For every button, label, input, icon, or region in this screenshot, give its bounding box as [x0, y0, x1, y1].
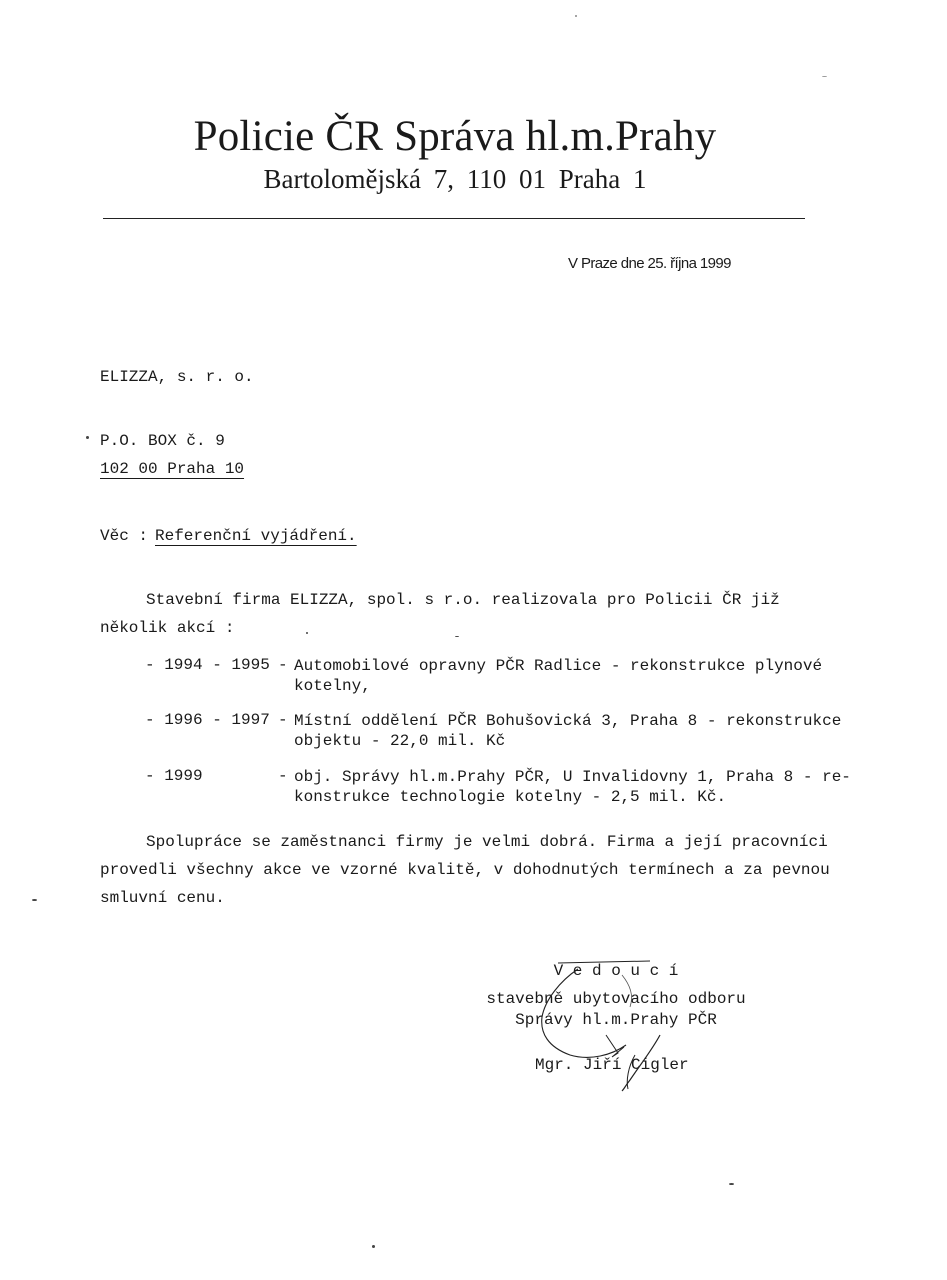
letterhead-address: Bartolomějská 7, 110 01 Praha 1: [263, 164, 647, 194]
project-line-1: Automobilové opravny PČR Radlice - rekonstrukce plynové: [294, 657, 823, 675]
letterhead-divider: [103, 218, 805, 219]
scan-speck: [32, 899, 37, 901]
subject-text: Referenční vyjádření.: [155, 527, 357, 545]
project-line-2: konstrukce technologie kotelny - 2,5 mil. Kč.: [294, 788, 727, 806]
project-line-2: objektu - 22,0 mil. Kč: [294, 732, 506, 750]
signature-department: stavebně ubytovacího odboru: [486, 990, 746, 1008]
closing-line-1: Spolupráce se zaměstnanci firmy je velmi dobrá. Firma a její pracovníci: [146, 833, 828, 851]
project-description: [294, 656, 822, 696]
project-description: [294, 711, 841, 751]
scan-speck: [455, 636, 459, 637]
project-line-2: kotelny,: [294, 677, 371, 695]
scan-speck: [372, 1245, 375, 1248]
project-dash: -: [278, 656, 288, 674]
project-years: - 1996 - 1997: [145, 711, 270, 729]
closing-line-2: provedli všechny akce ve vzorné kvalitě, v dohodnutých termínech a za pevnou: [100, 861, 830, 879]
subject-label: Věc :: [100, 527, 149, 545]
recipient-box: P.O. BOX č. 9: [100, 432, 225, 450]
project-years: - 1999: [145, 767, 203, 785]
signature-office: Správy hl.m.Prahy PČR: [515, 1011, 717, 1029]
signature-title: V e d o u c í: [553, 962, 679, 980]
scan-speck: [306, 632, 308, 634]
date-line: V Praze dne 25. října 1999: [568, 255, 731, 272]
intro-line-1: Stavební firma ELIZZA, spol. s r.o. realizovala pro Policii ČR již: [146, 591, 780, 609]
letterhead-organization: Policie ČR Správa hl.m.Prahy: [193, 113, 717, 160]
scan-speck: [575, 15, 577, 17]
handwritten-signature: [500, 955, 700, 1100]
closing-line-3: smluvní cenu.: [100, 889, 225, 907]
scan-speck: [822, 76, 827, 77]
project-dash: -: [278, 711, 288, 729]
recipient-name: ELIZZA, s. r. o.: [100, 368, 254, 386]
project-line-1: Místní oddělení PČR Bohušovická 3, Praha 8 - rekonstrukce: [294, 712, 842, 730]
intro-line-2: několik akcí :: [100, 619, 235, 637]
scan-speck: [86, 436, 89, 439]
scan-speck: [729, 1183, 734, 1185]
recipient-city: 102 00 Praha 10: [100, 460, 245, 478]
project-years: - 1994 - 1995: [145, 656, 270, 674]
signature-name: Mgr. Jiří Cigler: [535, 1056, 689, 1074]
project-line-1: obj. Správy hl.m.Prahy PČR, U Invalidovny 1, Praha 8 - re-: [294, 768, 851, 786]
project-dash: -: [278, 767, 288, 785]
project-description: [294, 767, 851, 807]
